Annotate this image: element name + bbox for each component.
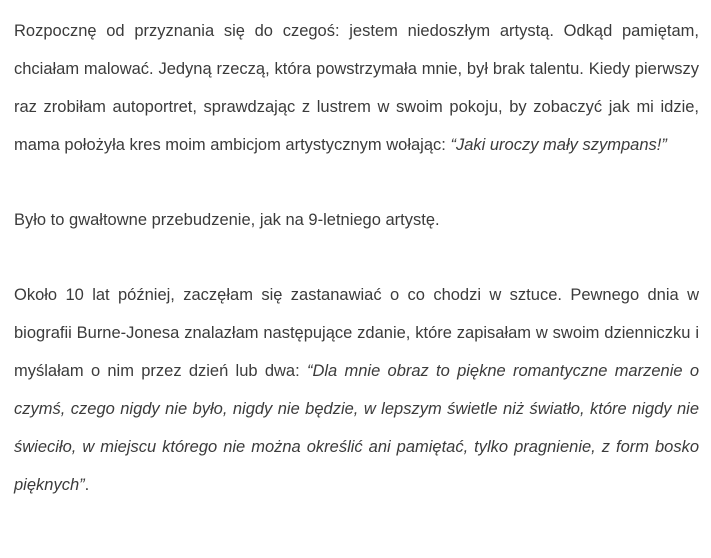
paragraph-awakening xyxy=(14,201,699,239)
paragraph-burne-jones-text: Około 10 lat później, zaczęłam się zastanawiać o co chodzi w sztuce. Pewnego dnia w biografii Burne-Jonesa znalazłam następujące zdanie, które zapisałam w swoim dzienniczku i myślałam o nim przez dzień lub dwa: xyxy=(14,286,699,380)
paragraph-burne-jones-tail: . xyxy=(84,476,90,494)
paragraph-intro-text: Rozpocznę od przyznania się do czegoś: jestem niedoszłym artystą. Odkąd pamiętam, chciałam malować. Jedyną rzeczą, która powstrzymała mnie, był brak talentu. Kiedy pierwszy raz zrobiłam autoportret, sprawdzając z lustrem w swoim pokoju, by zobaczyć jak mi idzie, mama położyła kres moim ambicjom artystycznym wołając: xyxy=(14,22,699,154)
quote-burne-jones: “Dla mnie obraz to piękne romantyczne marzenie o czymś, czego nigdy nie było, nigdy nie będzie, w lepszym świetle niż światło, które nigdy nie świeciło, w miejscu którego nie można określić ani pamiętać, tylko pragnienie, z form bosko pięknych” xyxy=(14,362,699,494)
paragraph-burne-jones xyxy=(14,276,699,504)
quote-chimpanzee: “Jaki uroczy mały szympans!” xyxy=(450,136,667,154)
paragraph-awakening-text: Było to gwałtowne przebudzenie, jak na 9-letniego artystę. xyxy=(14,211,440,229)
paragraph-intro xyxy=(14,12,699,164)
